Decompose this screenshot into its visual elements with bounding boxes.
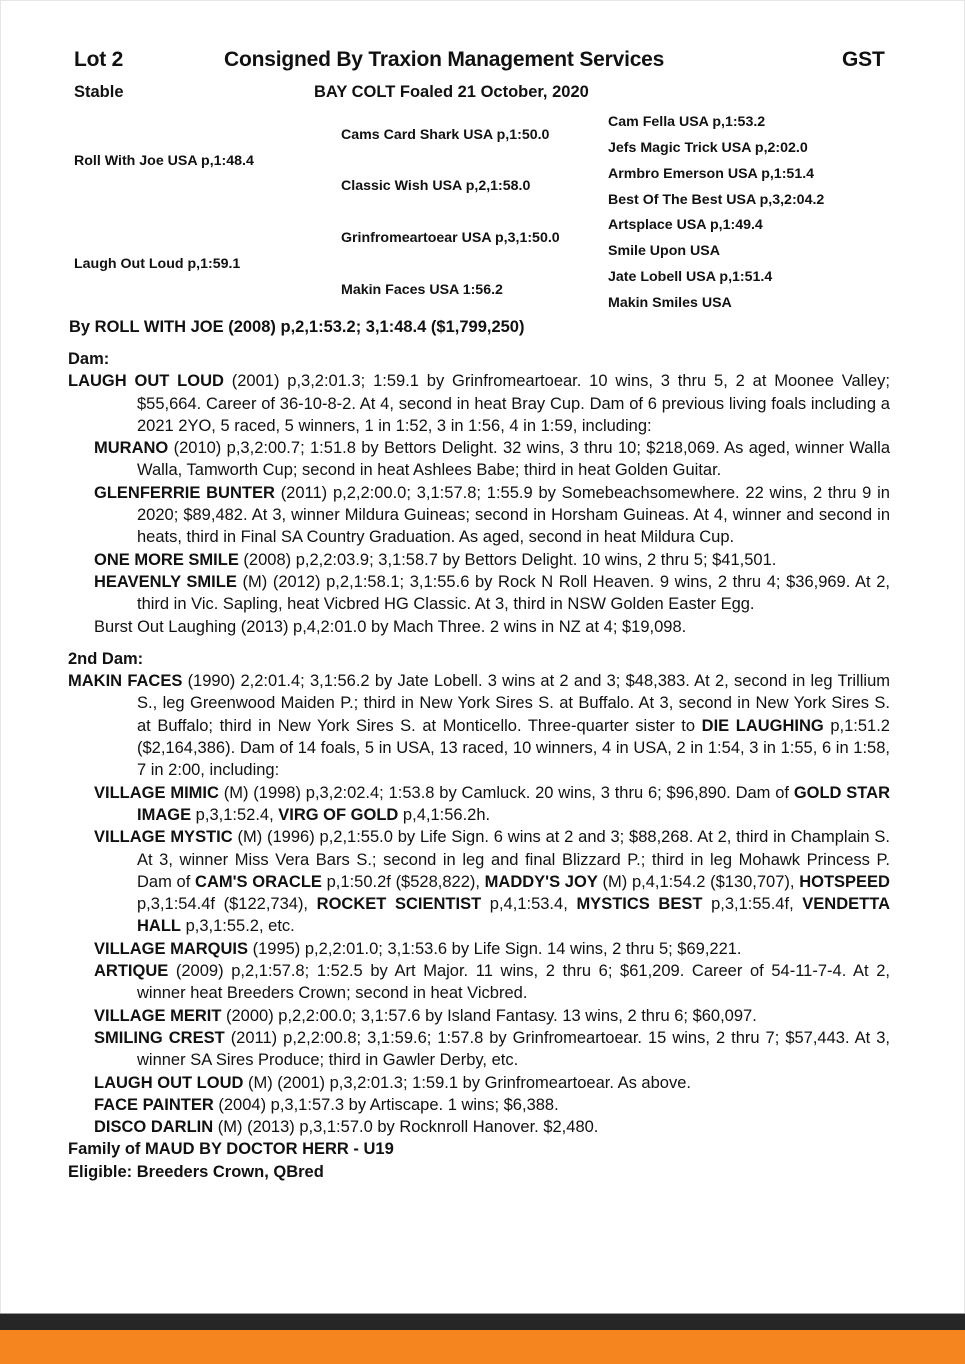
foal-name: MURANO: [94, 439, 169, 458]
pedigree-gen3-1: Cam Fella USA p,1:53.2: [608, 114, 766, 130]
second-dam-foal: [68, 1116, 890, 1138]
pedigree-dam: Laugh Out Loud p,1:59.1: [74, 256, 241, 272]
dam-foal: [68, 437, 890, 482]
foal-text: (M) (2013) p,3,1:57.0 by Rocknroll Hanover. $2,480.: [213, 1118, 599, 1137]
progeny-name: VIRG OF GOLD: [278, 805, 399, 824]
second-dam-foal: [68, 1094, 890, 1116]
foal-text: (2010) p,3,2:00.7; 1:51.8 by Bettors Delight. 32 wins, 3 thru 10; $218,069. As aged, winner Walla Walla, Tamworth Cup; second in heat Ashlees Babe; third in heat Golden Guitar.: [137, 439, 890, 480]
progeny-text: p,4,1:56.2h.: [398, 805, 491, 824]
progeny-text: p,3,1:52.4,: [191, 805, 279, 824]
progeny-name: MYSTICS BEST: [576, 895, 703, 914]
footer-orange-band: [0, 1330, 965, 1364]
foal-text: (M) (2001) p,3,2:01.3; 1:59.1 by Grinfromeartoear. As above.: [243, 1073, 691, 1092]
eligibility-line: Eligible: Breeders Crown, QBred: [68, 1162, 324, 1181]
pedigree-gen3-8: Makin Smiles USA: [608, 295, 732, 311]
foal-text: (M) (1998) p,3,2:02.4; 1:53.8 by Camluck. 20 wins, 3 thru 6; $96,890. Dam of: [218, 783, 794, 802]
pedigree-gen3-7: Jate Lobell USA p,1:51.4: [608, 269, 773, 285]
foal-text: (2011) p,2,2:00.8; 3,1:59.6; 1:57.8 by Grinfromeartoear. 15 wins, 2 thru 7; $57,443. At 3, winner SA Sires Produce; third in Gawler Derby, etc.: [137, 1028, 890, 1070]
foal-name: VILLAGE MARQUIS: [94, 939, 249, 958]
dam-foal: [68, 482, 890, 549]
progeny-text: p,3,1:55.4f,: [702, 895, 803, 914]
pedigree-dam-sire: Grinfromeartoear USA p,3,1:50.0: [341, 230, 560, 246]
progeny-text: p,3,1:55.2, etc.: [181, 917, 295, 936]
foal-text: (2000) p,2,2:00.0; 3,1:57.6 by Island Fantasy. 13 wins, 2 thru 6; $60,097.: [221, 1006, 757, 1025]
stable-label: Stable: [74, 83, 124, 101]
pedigree-sire-sire: Cams Card Shark USA p,1:50.0: [341, 127, 550, 143]
progeny-text: (M) p,4,1:54.2 ($130,707),: [597, 872, 800, 891]
second-dam-foal: [68, 960, 890, 1005]
foal-name: GLENFERRIE BUNTER: [94, 483, 275, 502]
catalogue-body: [68, 348, 890, 1183]
foal-name: SMILING CREST: [94, 1028, 225, 1047]
second-dam-entry: [68, 670, 890, 781]
foal-text: (2008) p,2,2:03.9; 3,1:58.7 by Bettors Delight. 10 wins, 2 thru 5; $41,501.: [238, 550, 777, 569]
dam-foal: [68, 571, 890, 616]
foal-name: HEAVENLY SMILE: [94, 572, 237, 591]
second-dam-text: (1990) 2,2:01.4; 3,1:56.2 by Jate Lobell. 3 wins at 2 and 3; $48,383. At 2, second in leg Trillium S., leg Greenwood Maiden P.; third in New York Sires S. at Buffalo. At 3, second in New York Sires S. at Buffalo; third in New York Sires S. at Monticello. Three-quarter sister to: [137, 672, 891, 735]
progeny-name: MADDY'S JOY: [484, 872, 598, 891]
foal-name: VILLAGE MIMIC: [94, 783, 219, 802]
foal-text: (1995) p,2,2:01.0; 3,1:53.6 by Life Sign. 14 wins, 2 thru 5; $69,221.: [248, 939, 742, 958]
dam-heading: Dam:: [68, 350, 110, 368]
gst-label: GST: [842, 48, 885, 71]
progeny-text: p,3,1:54.4f ($122,734),: [137, 895, 317, 914]
consignor-title: Consigned By Traxion Management Services: [224, 48, 665, 71]
foal-name: DISCO DARLIN: [94, 1118, 214, 1137]
second-dam-text-cont: p,1:51.2 ($2,164,386). Dam of 14 foals, 5 in USA, 13 raced, 10 winners, 4 in USA, 2 in 1:54, 3 in 1:55, 6 in 1:58, 7 in 2:00, including:: [137, 716, 890, 780]
pedigree-sire-dam: Classic Wish USA p,2,1:58.0: [341, 178, 531, 194]
foal-name: ARTIQUE: [94, 962, 169, 981]
foal-name: VILLAGE MYSTIC: [94, 828, 233, 847]
pedigree-gen3-5: Artsplace USA p,1:49.4: [608, 217, 763, 233]
second-dam-name: MAKIN FACES: [68, 672, 183, 691]
foal-name: ONE MORE SMILE: [94, 550, 239, 569]
progeny-name: CAM'S ORACLE: [195, 872, 322, 891]
dam-name: LAUGH OUT LOUD: [68, 372, 224, 391]
pedigree-gen3-2: Jefs Magic Trick USA p,2:02.0: [608, 140, 808, 156]
foal-name: VILLAGE MERIT: [94, 1006, 222, 1025]
lot-number: Lot 2: [74, 48, 124, 71]
progeny-name: ROCKET SCIENTIST: [316, 895, 482, 914]
dam-foal-unraced: Burst Out Laughing (2013) p,4,2:01.0 by Mach Three. 2 wins in NZ at 4; $19,098.: [94, 617, 687, 636]
foal-text: (M) (2012) p,2,1:58.1; 3,1:55.6 by Rock N Roll Heaven. 9 wins, 2 thru 4; $36,969. At 2, third in Vic. Sapling, heat Vicbred HG Classic. At 3, third in NSW Golden Easter Egg.: [137, 572, 890, 614]
progeny-name: GOLD STAR IMAGE: [137, 783, 890, 824]
second-dam-foal: [68, 1005, 890, 1027]
relative-name: DIE LAUGHING: [701, 716, 824, 735]
dam-foal: [68, 549, 890, 571]
second-dam-foal-mimic: [68, 782, 890, 827]
second-dam-heading: 2nd Dam:: [68, 649, 144, 668]
pedigree-gen3-4: Best Of The Best USA p,3,2:04.2: [608, 192, 825, 208]
pedigree-sire: Roll With Joe USA p,1:48.4: [74, 153, 254, 169]
progeny-name: VENDETTA HALL: [137, 895, 890, 936]
second-dam-foal-mystic: [68, 826, 890, 937]
dam-entry: [68, 370, 890, 437]
footer-dark-band: [0, 1313, 965, 1331]
foal-text: (2011) p,2,2:00.0; 3,1:57.8; 1:55.9 by Somebeachsomewhere. 22 wins, 2 thru 9 in 2020; $89,482. At 3, winner Mildura Guineas; second in Horsham Guineas. At 4, winner and second in heats, third in Final SA Country Graduation. As aged, second in heat Mildura Cup.: [137, 483, 890, 547]
pedigree-gen3-6: Smile Upon USA: [608, 243, 720, 259]
pedigree-dam-dam: Makin Faces USA 1:56.2: [341, 282, 503, 298]
progeny-text: p,1:50.2f ($528,822),: [321, 872, 485, 891]
foal-text: (2009) p,2,1:57.8; 1:52.5 by Art Major. 11 wins, 2 thru 6; $61,209. Career of 54-11-7-4. At 2, winner heat Breeders Crown; second in heat Vicbred.: [137, 962, 890, 1003]
pedigree-gen3-3: Armbro Emerson USA p,1:51.4: [608, 166, 815, 182]
sire-summary: By ROLL WITH JOE (2008) p,2,1:53.2; 3,1:48.4 ($1,799,250): [69, 318, 525, 336]
dam-text: (2001) p,3,2:01.3; 1:59.1 by Grinfromeartoear. 10 wins, 3 thru 5, 2 at Moonee Valley; $55,664. Career of 36-10-8-2. At 4, second in heat Bray Cup. Dam of 6 previous living foals including a 2021 2YO, 5 raced, 5 winners, 1 in 1:52, 3 in 1:56, 4 in 1:59, including:: [137, 372, 891, 435]
horse-description: BAY COLT Foaled 21 October, 2020: [314, 83, 589, 101]
family-line: Family of MAUD BY DOCTOR HERR - U19: [68, 1140, 394, 1159]
foal-name: FACE PAINTER: [94, 1095, 214, 1114]
second-dam-foal: [68, 938, 890, 960]
foal-text: (M) (1996) p,2,1:55.0 by Life Sign. 6 wins at 2 and 3; $88,268. At 2, third in Champlain S. At 3, winner Miss Vera Bars S.; second in leg and final Blizzard P.; third in leg Mohawk Princess P. Dam of: [137, 828, 890, 891]
foal-text: (2004) p,3,1:57.3 by Artiscape. 1 wins; $6,388.: [213, 1095, 559, 1114]
progeny-text: p,4,1:53.4,: [481, 895, 577, 914]
foal-name: LAUGH OUT LOUD: [94, 1073, 244, 1092]
second-dam-foal: [68, 1027, 890, 1072]
second-dam-foal: [68, 1072, 890, 1094]
progeny-name: HOTSPEED: [799, 872, 890, 891]
